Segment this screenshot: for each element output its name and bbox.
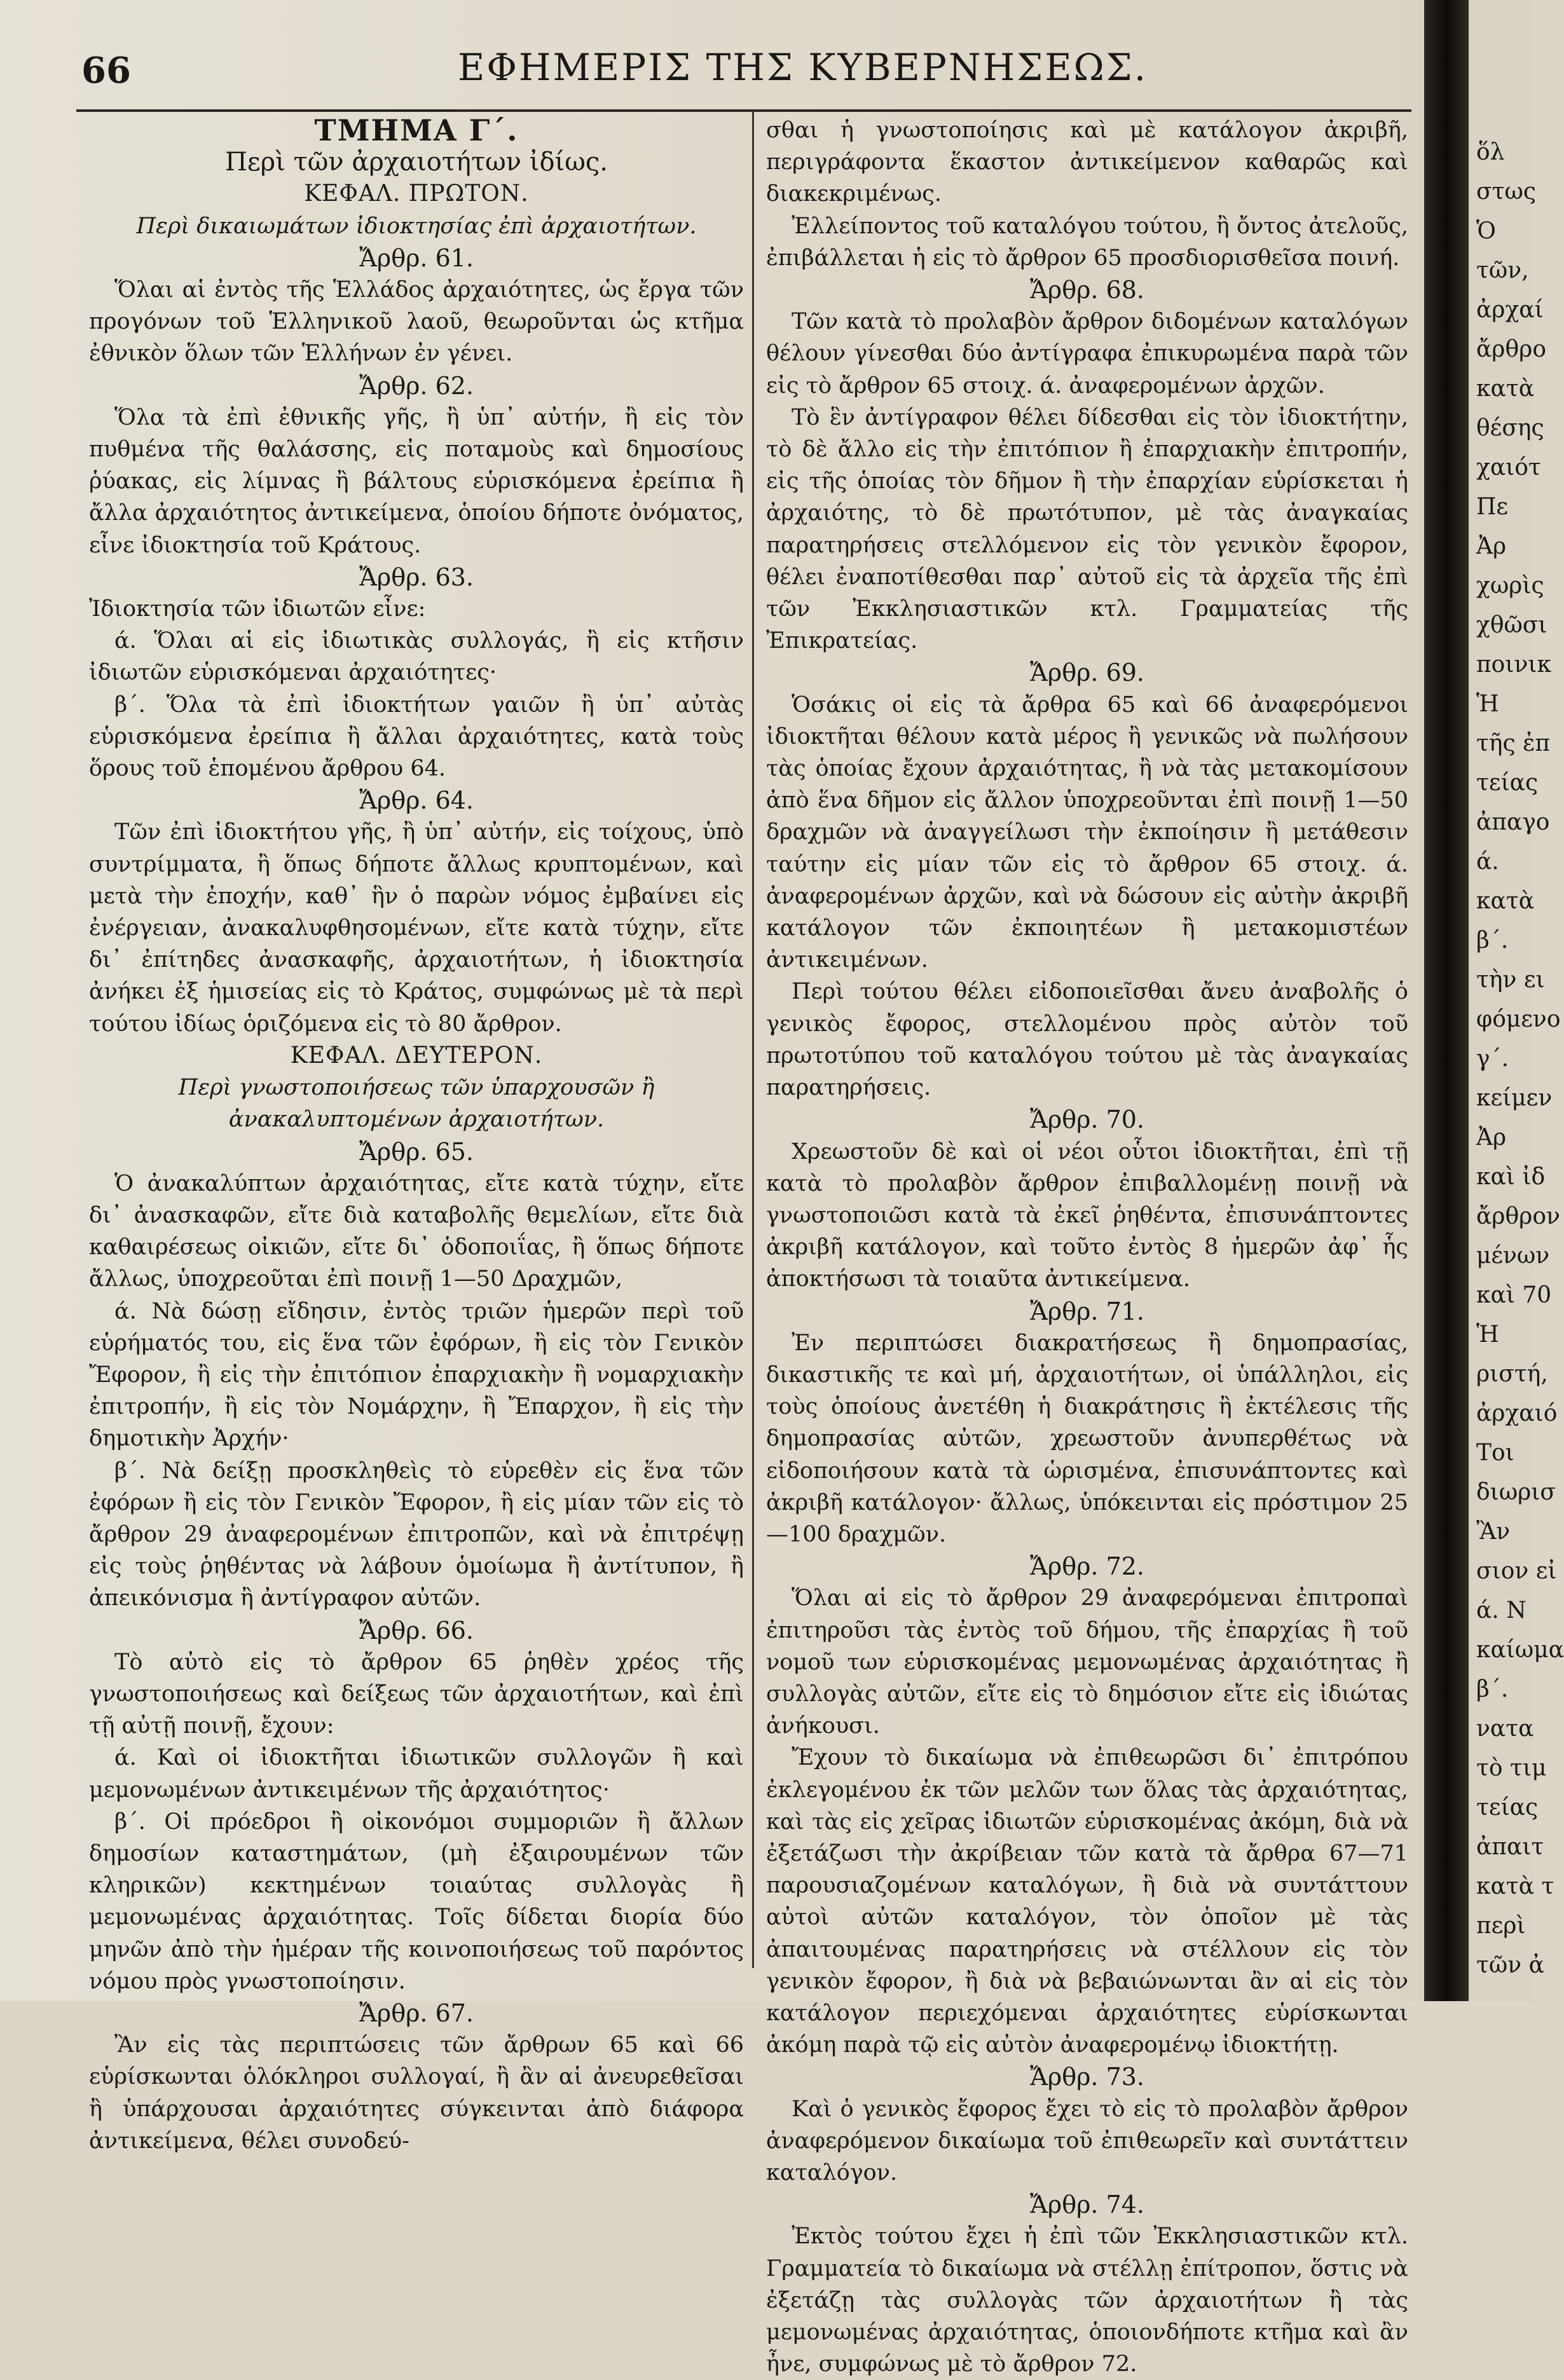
adjacent-page-fragment: κατὰ τ bbox=[1476, 1873, 1554, 1899]
adjacent-page-fragment: τείας bbox=[1476, 1795, 1539, 1821]
adjacent-page-fragment: ἀπαγο bbox=[1476, 809, 1550, 835]
adjacent-page-fragment: ά. bbox=[1476, 849, 1499, 875]
right-paragraph: Ὁσάκις οἱ εἰς τὰ ἄρθρα 65 καὶ 66 ἀναφερόμενοι ἰδιοκτῆται θέλουν κατὰ μέρος ἢ γενικῶς νὰ πωλήσουν τὰς ὁποίας ἔχουν ἀρχαιότητας, ἢ νὰ τὰς μετακομίσουν ἀπὸ ἕνα δῆμον εἰς ἄλλον ὑποχρεοῦνται ἐπὶ ποινῇ 1—50 δραχμῶν νὰ ἀναγγείλωσι τὴν ἐκποίησιν ἢ μετάθεσιν ταύτην εἰς μίαν τῶν εἰς τὸ ἄρθρον 65 στοιχ. ά. ἀναφερομένων ἀρχῶν, καὶ νὰ δώσουν εἰς αὐτὴν ἀκριβῆ κατάλογον τῶν ἐκποιητέων ἢ μετακομιστέων ἀντικειμένων. bbox=[766, 692, 1408, 973]
adjacent-page-fragment: περὶ bbox=[1476, 1913, 1526, 1939]
right-article-heading: Ἄρθρ. 68. bbox=[1029, 276, 1145, 304]
adjacent-page-fragment: κείμεν bbox=[1476, 1085, 1553, 1111]
adjacent-page-fragment: μένων bbox=[1476, 1243, 1550, 1269]
right-article-heading: Ἄρθρ. 71. bbox=[1029, 1297, 1145, 1325]
right-paragraph: Ὅλαι αἱ εἰς τὸ ἄρθρον 29 ἀναφερόμεναι ἐπιτροπαὶ ἐπιτηροῦσι τὰς ἐντὸς τοῦ δήμου, τῆς ἐπαρχίας ἢ τοῦ νομοῦ των εὑρισκομένας μεμονωμένας ἀρχαιότητας ἢ συλλογὰς αὐτῶν, εἴτε εἰς τὸ δημόσιον εἴτε εἰς ἰδιώτας ἀνήκουσι. bbox=[766, 1585, 1408, 1739]
right-paragraph: σθαι ἡ γνωστοποίησις καὶ μὲ κατάλογον ἀκριβῆ, περιγράφοντα ἕκαστον ἀντικείμενον καθαρῶς καὶ διακεκριμένως. bbox=[766, 118, 1408, 207]
adjacent-page-fragment: τείας bbox=[1476, 770, 1539, 796]
adjacent-page-fragment: Ὁ bbox=[1476, 218, 1496, 244]
adjacent-page-fragment: ἀρχαιό bbox=[1476, 1400, 1558, 1426]
adjacent-page-fragment: ποινικ bbox=[1476, 652, 1551, 678]
adjacent-page-fragment: Ἡ bbox=[1476, 691, 1499, 717]
left-article-heading: Ἄρθρ. 63. bbox=[359, 563, 474, 591]
adjacent-page-fragment: διωρισ bbox=[1476, 1479, 1556, 1505]
adjacent-page-fragment: τῶν ἀ bbox=[1476, 1952, 1544, 1978]
adjacent-page-fragment: ἄρθρον bbox=[1476, 1203, 1560, 1229]
adjacent-page-fragment: φόμενο bbox=[1476, 1006, 1561, 1032]
left-paragraph: Ὅλα τὰ ἐπὶ ἐθνικῆς γῆς, ἢ ὑπ᾽ αὐτήν, ἢ εἰς τὸν πυθμένα τῆς θαλάσσης, εἰς ποταμοὺς καὶ δημοσίους ῥύακας, εἰς λίμνας ἢ βάλτους εὑρισκόμενα ἐρείπια ἢ ἄλλα ἀρχαιότητος ἀντικείμενα, ὁποίου δήποτε ὀνόματος, εἶνε ἰδιοκτησία τοῦ Κράτους. bbox=[89, 404, 744, 558]
column-divider bbox=[752, 112, 754, 1968]
right-paragraph: Τῶν κατὰ τὸ προλαβὸν ἄρθρον διδομένων καταλόγων θέλουν γίνεσθαι δύο ἀντίγραφα ἐπικυρωμένα παρὰ τῶν εἰς τὸ ἄρθρον 65 στοιχ. ά. ἀναφερομένων ἀρχῶν. bbox=[766, 309, 1408, 399]
adjacent-page-fragment: ἀπαιτ bbox=[1476, 1834, 1544, 1860]
adjacent-page-fragment: ριστή, bbox=[1476, 1361, 1548, 1387]
adjacent-page-fragment: καὶ 70 bbox=[1476, 1282, 1552, 1308]
right-paragraph: Ἔχουν τὸ δικαίωμα νὰ ἐπιθεωρῶσι δι᾽ ἐπιτρόπου ἐκλεγομένου ἐκ τῶν μελῶν των ὅλας τὰς ἀρχαιότητας, καὶ τὰς εἰς χεῖρας ἰδιωτῶν εὑρισκομένας ἀκόμη, διὰ νὰ ἐξετάζωσι τὴν ἀκρίβειαν τῶν κατὰ τὰ ἄρθρα 67—71 παρουσιαζομένων καταλόγων, ἢ διὰ νὰ συντάττουν αὐτοὶ αὐτῶν καταλόγον, τὸν ὁποῖον μὲ τὰς ἀπαιτουμένας παρατηρήσεις νὰ στέλλουν εἰς τὸν γενικὸν ἔφορον, ἢ διὰ νὰ βεβαιώνωνται ἂν αἱ εἰς τὸν κατάλογον περιεχόμεναι ἀρχαιότητες εὑρίσκωνται ἀκόμη παρὰ τῷ εἰς αὐτὸν ἀναφερομένῳ ἰδιοκτήτῃ. bbox=[766, 1745, 1408, 2058]
adjacent-page-fragment: καὶ ἰδ bbox=[1476, 1164, 1546, 1190]
adjacent-page-fragment: Ἀρ bbox=[1476, 1125, 1507, 1151]
left-paragraph: Ἂν εἰς τὰς περιπτώσεις τῶν ἄρθρων 65 καὶ 66 εὑρίσκωνται ὁλόκληροι συλλογαί, ἢ ἂν αἱ ἀνευρεθεῖσαι ἢ ὑπάρχουσαι ἀρχαιότητες σύγκεινται ἀπὸ διάφορα ἀντικείμενα, θέλει συνοδεύ- bbox=[89, 2032, 744, 2154]
left-paragraph: Ὅλαι αἱ ἐντὸς τῆς Ἑλλάδος ἀρχαιότητες, ὡς ἔργα τῶν προγόνων τοῦ Ἑλληνικοῦ λαοῦ, θεωροῦνται ὡς κτῆμα ἐθνικὸν ὅλων τῶν Ἑλλήνων ἐν γένει. bbox=[89, 277, 744, 367]
left-article-heading: Ἄρθρ. 65. bbox=[359, 1137, 474, 1166]
left-column bbox=[89, 114, 744, 2157]
right-paragraph: Ἐν περιπτώσει διακρατήσεως ἢ δημοπρασίας, δικαστικῆς τε καὶ μή, ἀρχαιοτήτων, οἱ ὑπάλληλοι, εἰς τοὺς ὁποίους ἀνετέθη ἡ διακράτησις ἢ ἐκτέλεσις τῆς δημοπρασίας αὐτῶν, χρεωστοῦν ἀνυπερθέτως νὰ εἰδοποιήσουν κατὰ τὰ ὡρισμένα, ἐπισυνάπτοντες καὶ ἀκριβῆ κατάλογον· ἄλλως, ὑπόκεινται εἰς πρόστιμον 25—100 δραχμῶν. bbox=[766, 1330, 1408, 1547]
left-paragraph: ά. Ὅλαι αἱ εἰς ἰδιωτικὰς συλλογάς, ἢ εἰς κτῆσιν ἰδιωτῶν εὑρισκόμεναι ἀρχαιότητες· bbox=[89, 628, 744, 686]
right-paragraph: Χρεωστοῦν δὲ καὶ οἱ νέοι οὗτοι ἰδιοκτῆται, ἐπὶ τῇ κατὰ τὸ προλαβὸν ἄρθρον ἐπιβαλλομένῃ ποινῇ νὰ γνωστοποιῶσι κατὰ τὰ ἐκεῖ ῥηθέντα, ἐπισυνάπτοντες ἀκριβῆ κατάλογον, καὶ τοῦτο ἐντὸς 8 ἡμερῶν ἀφ᾽ ἧς ἀποκτήσωσι τὰ τοιαῦτα ἀντικείμενα. bbox=[766, 1139, 1408, 1292]
adjacent-page-fragment: νατα bbox=[1476, 1716, 1534, 1742]
chapter-heading: ΚΕΦΑΛ. ΔΕΥΤΕΡΟΝ. bbox=[290, 1042, 543, 1069]
adjacent-page-fragment: τὸ τιμ bbox=[1476, 1755, 1547, 1781]
adjacent-page-fragment: κατὰ bbox=[1476, 888, 1535, 914]
left-paragraph: β΄. Ὅλα τὰ ἐπὶ ἰδιοκτήτων γαιῶν ἢ ὑπ᾽ αὐτὰς εὑρισκόμενα ἐρείπια ἢ ἄλλαι ἀρχαιότητες, κατὰ τοὺς ὅρους τοῦ ἑπομένου ἄρθρου 64. bbox=[89, 692, 744, 782]
right-paragraph: Τὸ ἓν ἀντίγραφον θέλει δίδεσθαι εἰς τὸν ἰδιοκτήτην, τὸ δὲ ἄλλο εἰς τὴν ἐπιτόπιον ἢ ἐπαρχιακὴν ἐπιτροπήν, εἰς τῆς ὁποίας τὸν δῆμον ἢ τὴν ἐπαρχίαν εὑρίσκεται ἡ ἀρχαιότης, τὸ δὲ πρωτότυπον, μὲ τὰς ἀναγκαίας παρατηρήσεις στελλόμενον εἰς τὸν γενικὸν ἔφορον, θέλει ἐναποτίθεσθαι παρ᾽ αὐτοῦ εἰς τὰ ἀρχεῖα τῆς ἐπὶ τῶν Ἐκκλησιαστικῶν κτλ. Γραμματείας τῆς Ἐπικρατείας. bbox=[766, 404, 1408, 654]
left-article-heading: Ἄρθρ. 61. bbox=[359, 243, 474, 272]
adjacent-page-fragment: γ΄. bbox=[1476, 1046, 1509, 1072]
header-rule bbox=[76, 109, 1411, 112]
right-article-heading: Ἄρθρ. 70. bbox=[1029, 1105, 1145, 1134]
left-article-heading: Ἄρθρ. 66. bbox=[359, 1616, 474, 1645]
adjacent-page-fragment: τῶν, bbox=[1476, 257, 1529, 284]
right-article-heading: Ἄρθρ. 74. bbox=[1029, 2191, 1145, 2219]
right-paragraph: Καὶ ὁ γενικὸς ἔφορος ἔχει τὸ εἰς τὸ προλαβὸν ἄρθρον ἀναφερόμενον δικαίωμα τοῦ ἐπιθεωρεῖν καὶ συντάττειν καταλόγον. bbox=[766, 2096, 1408, 2185]
left-article-heading: Ἄρθρ. 67. bbox=[359, 1999, 474, 2027]
running-title: ΕΦΗΜΕΡΙΣ ΤΗΣ ΚΥΒΕΡΝΗΣΕΩΣ. bbox=[458, 46, 1148, 89]
left-paragraph: ά. Νὰ δώσῃ εἴδησιν, ἐντὸς τριῶν ἡμερῶν περὶ τοῦ εὑρήματός του, εἰς ἕνα τῶν ἐφόρων, ἢ εἰς τὸν Γενικὸν Ἔφορον, ἢ εἰς τὴν ἐπιτόπιον ἐπαρχιακὴν ἢ νομαρχιακὴν ἐπιτροπήν, ἢ εἰς τὸν Νομάρχην, ἢ Ἔπαρχον, ἢ εἰς τὴν δημοτικὴν Ἀρχήν· bbox=[89, 1298, 744, 1452]
adjacent-page-fragment: κατὰ bbox=[1476, 376, 1535, 402]
left-paragraph: Ὁ ἀνακαλύπτων ἀρχαιότητας, εἴτε κατὰ τύχην, εἴτε δι᾽ ἀνασκαφῶν, εἴτε διὰ καταβολῆς θεμελίων, εἴτε διὰ καθαιρέσεως οἰκιῶν, εἴτε δι᾽ ὁδοποιΐας, ἢ ὅπως δήποτε ἄλλως, ὑποχρεοῦται ἐπὶ ποινῇ 1—50 Δραχμῶν, bbox=[89, 1170, 744, 1292]
left-paragraph: Ἰδιοκτησία τῶν ἰδιωτῶν εἶνε: bbox=[89, 596, 426, 622]
left-article-heading: Ἄρθρ. 62. bbox=[359, 371, 474, 400]
adjacent-page-fragment: χωρὶς bbox=[1476, 573, 1544, 599]
adjacent-page-fragment: Ἀρ bbox=[1476, 533, 1507, 559]
adjacent-page-fragment: ἄρθρο bbox=[1476, 336, 1546, 362]
chapter-subtitle: Περὶ δικαιωμάτων ἰδιοκτησίας ἐπὶ ἀρχαιοτήτων. bbox=[136, 213, 697, 239]
page-number: 66 bbox=[81, 50, 131, 92]
adjacent-page-fragment: Τοι bbox=[1476, 1440, 1514, 1466]
adjacent-page-fragment: τῆς ἐπ bbox=[1476, 730, 1551, 756]
adjacent-page-fragment: χθῶσι bbox=[1476, 612, 1547, 638]
adjacent-page-fragment: θέσης bbox=[1476, 415, 1544, 441]
left-paragraph: ά. Καὶ οἱ ἰδιοκτῆται ἰδιωτικῶν συλλογῶν ἢ καὶ μεμονωμένων ἀντικειμένων τῆς ἀρχαιότητος· bbox=[89, 1745, 744, 1803]
adjacent-page-fragment: χαιότ bbox=[1476, 455, 1541, 481]
right-article-heading: Ἄρθρ. 72. bbox=[1029, 1552, 1145, 1581]
left-article-heading: Ἄρθρ. 64. bbox=[359, 786, 474, 815]
adjacent-page-edge bbox=[1469, 0, 1564, 2001]
binding-gutter bbox=[1424, 0, 1469, 2001]
adjacent-page-fragment: Πε bbox=[1476, 494, 1509, 520]
left-paragraph: β΄. Νὰ δείξῃ προσκληθεὶς τὸ εὑρεθὲν εἰς ἕνα τῶν ἐφόρων ἢ εἰς τὸν Γενικὸν Ἔφορον, ἢ εἰς μίαν τῶν εἰς τὸ ἄρθρον 29 ἀναφερομένων ἐπιτροπῶν, καὶ νὰ ἐπιτρέψῃ εἰς τοὺς ῥηθέντας νὰ λάβουν ὁμοίωμα ἢ ἀντίτυπον, ἢ ἀπεικόνισμα ἢ ἀντίγραφον αὐτῶν. bbox=[89, 1458, 744, 1611]
adjacent-page-fragment: ὅλ bbox=[1476, 139, 1505, 165]
adjacent-page-fragment: Ἂν bbox=[1476, 1519, 1511, 1545]
left-paragraph: β΄. Οἱ πρόεδροι ἢ οἰκονόμοι συμμοριῶν ἢ ἄλλων δημοσίων καταστημάτων, (μὴ ἐξαιρουμένων τῶν κληρικῶν) κεκτημένων τοιαύτας συλλογὰς ἢ μεμονωμένας ἀρχαιότητας. Τοῖς δίδεται διορία δύο μηνῶν ἀπὸ τὴν ἡμέραν τῆς κοινοποιήσεως τοῦ παρόντος νόμου πρὸς γνωστοποίησιν. bbox=[89, 1809, 744, 1994]
right-article-heading: Ἄρθρ. 73. bbox=[1029, 2063, 1145, 2091]
adjacent-page-fragment: β΄. bbox=[1476, 927, 1509, 954]
right-paragraph: Ἐλλείποντος τοῦ καταλόγου τούτου, ἢ ὄντος ἀτελοῦς, ἐπιβάλλεται ἡ εἰς τὸ ἄρθρον 65 προσδιορισθεῖσα ποινή. bbox=[766, 213, 1408, 271]
adjacent-page-fragment: στως bbox=[1476, 179, 1537, 205]
right-paragraph: Ἐκτὸς τούτου ἔχει ἡ ἐπὶ τῶν Ἐκκλησιαστικῶν κτλ. Γραμματεία τὸ δικαίωμα νὰ στέλλῃ ἐπίτροπον, ὅστις νὰ ἐξετάζῃ τὰς συλλογὰς τῶν ἀρχαιοτήτων ἢ τὰς μεμονωμένας ἀρχαιότητας, ὁποιονδήποτε κτῆμα καὶ ἂν ἦνε, συμφώνως μὲ τὸ ἄρθρον 72. bbox=[766, 2224, 1408, 2377]
adjacent-page-fragment: ά. Ν bbox=[1476, 1597, 1526, 1624]
right-article-heading: Ἄρθρ. 69. bbox=[1029, 659, 1145, 687]
chapter-subtitle: Περὶ τῶν ἀρχαιοτήτων ἰδίως. bbox=[225, 147, 608, 177]
right-paragraph: Περὶ τούτου θέλει εἰδοποιεῖσθαι ἄνευ ἀναβολῆς ὁ γενικὸς ἔφορος, στελλομένου πρὸς αὐτὸν τοῦ πρωτοτύπου τοῦ καταλόγου τούτου μὲ τὰς ἀναγκαίας παρατηρήσεις. bbox=[766, 979, 1408, 1101]
left-paragraph: Τὸ αὐτὸ εἰς τὸ ἄρθρον 65 ῥηθὲν χρέος τῆς γνωστοποιήσεως καὶ δείξεως τῶν ἀρχαιοτήτων, καὶ ἐπὶ τῇ αὐτῇ ποινῇ, ἔχουν: bbox=[89, 1649, 744, 1739]
left-paragraph: Τῶν ἐπὶ ἰδιοκτήτου γῆς, ἢ ὑπ᾽ αὐτήν, εἰς τοίχους, ὑπὸ συντρίμματα, ἢ ὅπως δήποτε ἄλλως κρυπτομένων, καὶ μετὰ τὴν ἐποχήν, καθ᾽ ἣν ὁ παρὼν νόμος ἐμβαίνει εἰς ἐνέργειαν, ἀνακαλυφθησομένων, εἴτε κατὰ τύχην, εἴτε δι᾽ ἐπίτηδες ἀνασκαφῆς, ἀρχαιοτήτων, ἡ ἰδιοκτησία ἀνήκει ἐξ ἡμισείας εἰς τὸ Κράτος, συμφώνως μὲ τὰ περὶ τούτου ἰδίως ὁριζόμενα εἰς τὸ 80 ἄρθρον. bbox=[89, 819, 744, 1037]
right-column bbox=[766, 114, 1408, 2380]
adjacent-page-fragment: καίωμα bbox=[1476, 1637, 1564, 1663]
adjacent-page-fragment: σιον εἰ bbox=[1476, 1558, 1557, 1584]
adjacent-page-fragment: Ἡ bbox=[1476, 1322, 1499, 1348]
adjacent-page-fragment: ἀρχαί bbox=[1476, 297, 1544, 323]
adjacent-page-fragment: τὴν ει bbox=[1476, 967, 1545, 993]
section-heading: ΤΜΗΜΑ Γ΄. bbox=[314, 113, 519, 147]
chapter-subtitle: Περὶ γνωστοποιήσεως τῶν ὑπαρχουσῶν ἢ ἀνακαλυπτομένων ἀρχαιοτήτων. bbox=[178, 1075, 655, 1133]
adjacent-page-fragment: β΄. bbox=[1476, 1676, 1509, 1702]
chapter-heading: ΚΕΦΑΛ. ΠΡΩΤΟΝ. bbox=[304, 181, 529, 207]
